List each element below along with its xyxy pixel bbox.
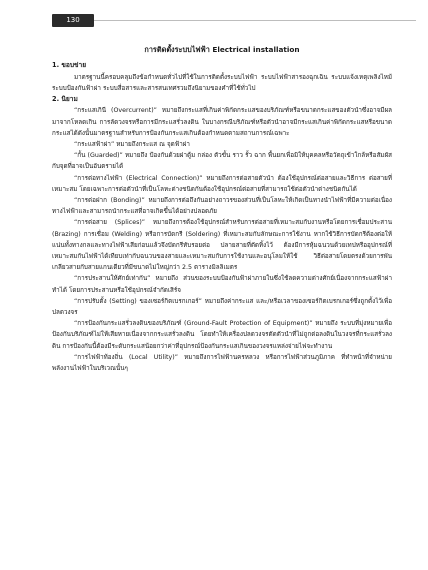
- definition-electrical-connection: “การต่อทางไฟฟ้า (Electrical Connection)” หมายถึงการต่อสายตัวนำ ต้องใช้อุปกรณ์ต่อสายและวิธีการ ต่อสายที่เหมาะสม โดยเฉพาะการต่อตัวนำที่เป็นโลหะต่างชนิดกันต้องใช้อุปกรณ์ต่อสายที่สามารถใช้ต่อตัวนำต่างชนิดกันได้: [52, 174, 392, 193]
- definition-breaker-setting: “การปรับตั้ง (Setting) ของเซอร์กิตเบรกเกอร์” หมายถึงค่ากระแส และ/หรือเวลาของเซอร์กิตเบรกเกอร์ซึ่งถูกตั้งไว้เพื่อปลดวงจร: [52, 297, 392, 317]
- definition-bonding: “การต่อฝาก (Bonding)” หมายถึงการต่อถึงกันอย่างถาวรของส่วนที่เป็นโลหะให้เกิดเป็นทางนำไฟฟ้าที่มีความต่อเนื่องทางไฟฟ้าและสามารถนำกระแสที่อาจเกิดขึ้นได้อย่างปลอดภัย: [52, 197, 392, 216]
- document-title: การติดตั้งระบบไฟฟ้า Electrical installation: [144, 45, 300, 54]
- definition-splices: “การต่อสาย (Splices)” หมายถึงการต้องใช้อุปกรณ์สำหรับการต่อสายที่เหมาะสมกับงานหรือโดยการเชื่อมประสาน (Brazing) การเชื่อม (Welding) หรือการบัดกรี (Soldering) ที่เหมาะสมกับลักษณะการใช้งาน หากใช้วิธีการบัดกรีต้องต่อให้แน่นทั้งทางกลและทางไฟฟ้าเสียก่อนแล้วจึงบัดกรีทับรอยต่อ ปลายสายที่ตัดทิ้งไว้ ต้องมีการหุ้มฉนวนด้วยเทปหรืออุปกรณ์ที่เหมาะสมกันไฟฟ้าได้เทียบเท่ากับฉนวนของสายและเหมาะสมกับการใช้งานและอนุโลมให้ใช้ วิธีต่อสายโดยตรงด้วยการพันเกลียวสายกับสายแกนเดียวที่มีขนาดไม่ใหญ่กว่า 2.5 ตารางมิลลิเมตร: [52, 219, 392, 272]
- definition-equipotential-bonding: “การประสานให้ศักย์เท่ากัน” หมายถึง ส่วนของระบบป้องกันฟ้าผ่าภายในซึ่งใช้ลดความต่างศักย์เนื่องจากกระแสฟ้าผ่า ทำได้ โดยการประสานหรือใช้อุปกรณ์จำกัดเสิร์จ: [52, 275, 392, 294]
- definition-lightning-current: “กระแสฟ้าผ่า” หมายถึงกระแส ณ จุดฟ้าผ่า: [74, 141, 190, 149]
- document-body: [52, 40, 392, 374]
- definition-local-utility: “การไฟฟ้าท้องถิ่น (Local Utility)” หมายถึงการไฟฟ้านครหลวง หรือการไฟฟ้าส่วนภูมิภาค ที่ทำหน้าที่จำหน่ายพลังงานไฟฟ้าในบริเวณนั้นๆ: [52, 353, 392, 373]
- section-heading-scope: 1. ขอบข่าย: [52, 61, 87, 69]
- definition-guarded: “กั้น (Guarded)” หมายถึง ป้องกันด้วยฝาตู้ม กล่อง ตัวขั้น ราว รั้ว ฉาก พื้นยกเพื่อมิให้บุคคลหรือวัตถุเข้าใกล้หรือสัมผัสกับจุดที่อาจเป็นอันตรายได้: [52, 152, 392, 171]
- header-rule: [94, 20, 416, 21]
- scope-paragraph: มาตรฐานนี้ครอบคลุมถึงข้อกำหนดทั่วไปที่ใช้ในการติดตั้งระบบไฟฟ้า ระบบไฟฟ้าสารองฉุกเฉิน ระบบแจ้งเหตุเพลิงไหม้ระบบป้องกันฟ้าผ่า ระบบสื่อสารและสารสนเทศรวมถึงนิยามของคำที่ใช้ทั่วไป: [52, 73, 392, 92]
- definition-overcurrent: “กระแสเกินี (Overcurrent)” หมายถึงกระแสที่เกินค่าพิกัดกระแสของบริภัณฑ์หรือขนาดกระแสของตัวนำซึ่งอาจมีผลมาจากโหลดเกิน การลัดวงจรหรือการมีกระแสรั่วลงดิน ในบางกรณีบริภัณฑ์หรือตัวนำอาจมีกระแสเกินค่าพิกัดกระแสหรือขนาดกระแสได้ดังนั้นมาตรฐานสำหรับการป้องกันกระแสเกินต้องกำหนดตามสถานการณ์เฉพาะ: [52, 107, 392, 137]
- page-number-badge: 130: [52, 14, 94, 27]
- section-heading-definitions: 2. นิยาม: [52, 94, 78, 103]
- definition-ground-fault-protection: “การป้องกันกระแสรั่วลงดินของบริภัณฑ์ (Ground-Fault Protection of Equipment)” หมายถึง ระบบที่มุ่งหมายเพื่อป้องกันบริภัณฑ์ไม่ให้เสียหายเนื่องจากกระแสรั่วลงดิน โดยทำให้เครื่องปลดวงจรตัดตัวนำที่ไม่ถูกต่อลงดินในวงจรที่กระแสรั่วลงดิน การป้องกันนี้ต้องมีระดับกระแสน้อยกว่าค่าที่อุปกรณ์ป้องกันกระแสเกินของวงจรแหล่งจ่ายไฟจะทำงาน: [52, 320, 392, 350]
